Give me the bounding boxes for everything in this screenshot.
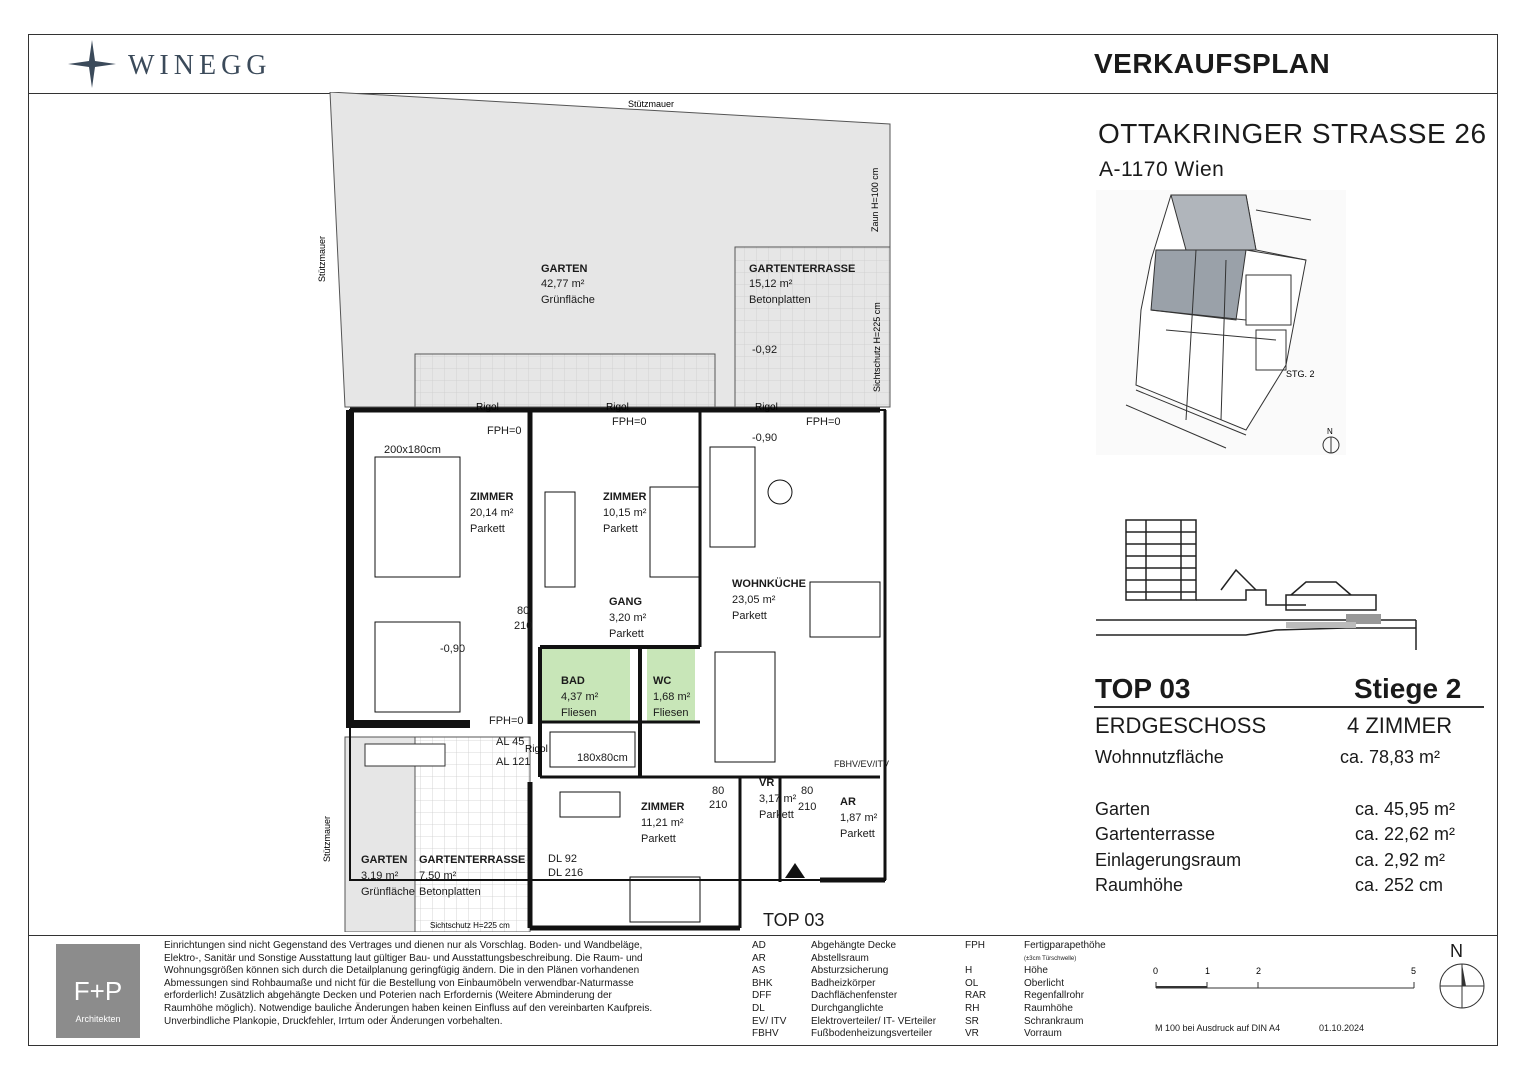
unit-stiege: Stiege 2 [1354, 673, 1462, 704]
terrace-top-area: 15,12 m² [749, 278, 793, 290]
svg-text:STG. 2: STG. 2 [1286, 369, 1315, 379]
room2-area: 10,15 m² [603, 507, 647, 519]
vr-area: 3,17 m² [759, 793, 797, 805]
architect-logo: F+P Architekten [56, 944, 140, 1038]
building-section [1096, 510, 1418, 660]
tub-size: 180x80cm [577, 752, 628, 764]
address-street: OTTAKRINGER STRASSE 26 [1098, 118, 1487, 149]
svg-text:N: N [1327, 427, 1333, 436]
extra-label: Einlagerungsraum [1095, 850, 1242, 870]
level-terrace: -0,92 [752, 344, 778, 356]
door-height: 210 [798, 801, 817, 813]
room1-level: -0,90 [440, 643, 466, 655]
door-width: 80 [517, 605, 530, 617]
room3-area: 11,21 m² [641, 817, 684, 829]
gang-floor: Parkett [609, 628, 644, 640]
al-label: AL 121 [496, 756, 531, 768]
ar-area: 1,87 m² [840, 812, 878, 824]
svg-text:Stützmauer: Stützmauer [317, 235, 327, 282]
extra-label: Gartenterrasse [1095, 824, 1216, 844]
svg-text:Rigol: Rigol [606, 402, 629, 413]
room1-area: 20,14 m² [470, 507, 514, 519]
al-label: AL 45 [496, 736, 525, 748]
svg-text:Zaun H=100 cm: Zaun H=100 cm [870, 167, 880, 232]
door-width: 80 [712, 785, 725, 797]
terrace-bottom-area: 7,50 m² [419, 870, 457, 882]
ar-name: AR [840, 796, 856, 808]
terrace-top-name: GARTENTERRASSE [749, 263, 856, 275]
compass-star-logo-icon [64, 38, 120, 90]
svg-text:Stützmauer: Stützmauer [628, 99, 675, 109]
kitchen-area: 23,05 m² [732, 594, 776, 606]
window-fph: FPH=0 [806, 416, 841, 428]
north-label: N [1450, 941, 1463, 961]
terrace-bottom-name: GARTENTERRASSE [419, 854, 526, 866]
entrance-label: TOP 03 [763, 910, 825, 930]
svg-text:Rigol: Rigol [476, 402, 499, 413]
bad-name: BAD [561, 675, 585, 687]
room2-name: ZIMMER [603, 491, 647, 503]
disclaimer: Einrichtungen sind nicht Gegenstand des Vertrages und dienen nur als Vorschlag. Boden- und Wandbeläge, Elektro-, Sanitär und Sonstige Ausstattung laut gültiger Bau- und Ausstattungsbeschreibung. Die Raum- und Wohnungsgrößen können sich durch die Detailplanung geringfügig ändern. Die in den Plänen vorhandenen Abmessungen sind Rohbaumaße und nicht für die Bestellung von Einbaumöbeln verwendbar-Naturmasse erforderlich! Zusätzlich abgehängte Decken und Poterien nach Erfordernis (Weitere Abminderung der Raumhöhe möglich). Notwendige bauliche Änderungen haben keinen Einfluss auf den vereinbarten Kaufpreis. Unverbindliche Plankopie, Druckfehler, Irrtum oder Änderungen vorbehalten. [164, 940, 653, 1027]
terrace-top-surface: Betonplatten [749, 294, 811, 306]
kitchen-name: WOHNKÜCHE [732, 578, 806, 590]
wc-name: WC [653, 675, 672, 687]
unit-floor: ERDGESCHOSS [1095, 713, 1267, 738]
bad-floor: Fliesen [561, 707, 597, 719]
vr-name: VR [759, 777, 775, 789]
plan-date: 01.10.2024 [1319, 1023, 1365, 1033]
door-dl: DL 92 [548, 853, 577, 865]
extra-value: ca. 252 cm [1355, 875, 1444, 895]
unit-rooms: 4 ZIMMER [1347, 713, 1453, 738]
window-fph: FPH=0 [489, 715, 524, 727]
brand-name: WINEGG [128, 50, 272, 81]
fbhv-label: FBHV/EV/ITV [834, 759, 890, 769]
door-dl: DL 216 [548, 867, 584, 879]
extra-value: ca. 22,62 m² [1355, 824, 1456, 844]
living-area-value: ca. 78,83 m² [1340, 747, 1441, 767]
garden-top-surface: Grünfläche [541, 294, 595, 306]
svg-text:Sichtschutz H=225 cm: Sichtschutz H=225 cm [872, 302, 882, 392]
room1-name: ZIMMER [470, 491, 514, 503]
door-width: 80 [801, 785, 814, 797]
extra-value: ca. 45,95 m² [1355, 799, 1456, 819]
svg-text:Rigol: Rigol [755, 402, 778, 413]
living-area-label: Wohnnutzfläche [1095, 747, 1224, 767]
address-city: A-1170 Wien [1099, 158, 1225, 181]
garden-bottom-area: 3,19 m² [361, 870, 399, 882]
legend-left: AD AR AS BHK DFF DL EV/ ITV FBHV [752, 940, 787, 1040]
svg-text:Rigol: Rigol [525, 744, 548, 755]
bed-size: 200x180cm [384, 444, 441, 456]
svg-text:5: 5 [1411, 966, 1417, 976]
svg-text:1: 1 [1205, 966, 1211, 976]
wc-floor: Fliesen [653, 707, 689, 719]
ar-floor: Parkett [840, 828, 875, 840]
wc-area: 1,68 m² [653, 691, 691, 703]
scale-bar [1150, 960, 1420, 1000]
svg-text:Stützmauer: Stützmauer [322, 815, 332, 862]
room1-floor: Parkett [470, 523, 505, 535]
room2-floor: Parkett [603, 523, 638, 535]
door-height: 210 [709, 799, 728, 811]
room3-floor: Parkett [641, 833, 676, 845]
footer-divider [28, 935, 1498, 936]
vr-floor: Parkett [759, 809, 794, 821]
unit-divider [1094, 706, 1484, 708]
svg-text:2: 2 [1256, 966, 1262, 976]
kitchen-level: -0,90 [752, 432, 778, 444]
garden-top-name: GARTEN [541, 263, 588, 275]
site-plan [1096, 190, 1346, 455]
svg-text:0: 0 [1153, 966, 1159, 976]
door-height: 210 [514, 620, 533, 632]
extra-label: Garten [1095, 799, 1151, 819]
unit-top: TOP 03 [1095, 673, 1191, 704]
gang-name: GANG [609, 596, 642, 608]
kitchen-floor: Parkett [732, 610, 767, 622]
garden-bottom-name: GARTEN [361, 854, 408, 866]
bad-area: 4,37 m² [561, 691, 599, 703]
garden-top-area: 42,77 m² [541, 278, 585, 290]
gang-area: 3,20 m² [609, 612, 647, 624]
garden-bottom-surface: Grünfläche [361, 886, 415, 898]
scale-note: M 100 bei Ausdruck auf DIN A4 [1155, 1023, 1281, 1033]
legend-right: FPH H OL RAR RH SR VR [965, 940, 987, 1040]
room3-name: ZIMMER [641, 801, 685, 813]
svg-text:Sichtschutz H=225 cm: Sichtschutz H=225 cm [430, 921, 510, 930]
terrace-bottom-surface: Betonplatten [419, 886, 481, 898]
window-fph: FPH=0 [487, 425, 522, 437]
page-title: VERKAUFSPLAN [1094, 48, 1331, 79]
legend-left-text: Abgehängte Decke Abstellsraum Absturzsicherung Badheizkörper Dachflächenfenster Durchganglichte Elektroverteiler/ IT- VErteiler Fußbodenheizungsverteiler [811, 940, 937, 1040]
north-arrow-icon [1438, 962, 1486, 1010]
legend-right-text: Fertigparapethöhe (±3cm Türschwelle) Höhe Oberlicht Regenfallrohr Raumhöhe Schrankraum Vorraum [1024, 940, 1106, 1040]
extra-value: ca. 2,92 m² [1355, 850, 1446, 870]
window-fph: FPH=0 [612, 416, 647, 428]
extra-label: Raumhöhe [1095, 875, 1184, 895]
